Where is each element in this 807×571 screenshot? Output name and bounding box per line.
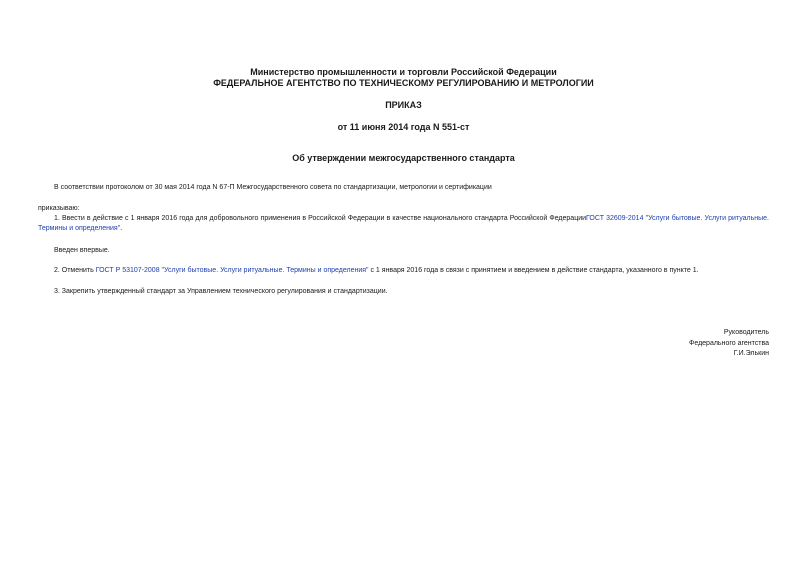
signature-name: Г.И.Элькин bbox=[733, 350, 769, 357]
item-1-end: . bbox=[120, 225, 123, 232]
item-1-paragraph bbox=[38, 214, 769, 234]
ministry-title: Министерство промышленности и торговли Российской Федерации bbox=[250, 67, 557, 77]
agency-title: ФЕДЕРАЛЬНОЕ АГЕНТСТВО ПО ТЕХНИЧЕСКОМУ РЕГУЛИРОВАНИЮ И МЕТРОЛОГИИ bbox=[213, 78, 594, 88]
document-date-number: от 11 июня 2014 года N 551-ст bbox=[337, 122, 470, 132]
gost-32609-2014-link[interactable]: ГОСТ 32609-2014 "Услуги бытовые. Услуги ритуальные. Термины и определения" bbox=[38, 215, 769, 232]
signature-org: Федерального агентства bbox=[689, 340, 769, 347]
document-subject: Об утверждении межгосударственного стандарта bbox=[292, 153, 515, 163]
item-2-end: с 1 января 2016 года в связи с принятием и введением в действие стандарта, указанного в пункте 1. bbox=[368, 267, 699, 274]
item-1-text: 1. Ввести в действие с 1 января 2016 года для добровольного применения в Российской Федерации в качестве национального стандарта Российской Федерации bbox=[54, 215, 587, 222]
item-3-paragraph: 3. Закрепить утвержденный стандарт за Управлением технического регулирования и стандартизации. bbox=[54, 288, 388, 295]
document-type: ПРИКАЗ bbox=[385, 100, 422, 110]
gost-r-53107-2008-link[interactable]: ГОСТ Р 53107-2008 "Услуги бытовые. Услуги ритуальные. Термины и определения" bbox=[95, 267, 369, 274]
introduced-note: Введен впервые. bbox=[54, 247, 110, 254]
item-2-start: 2. Отменить bbox=[54, 267, 96, 274]
order-word: приказываю: bbox=[38, 205, 80, 212]
preamble-paragraph: В соответствии протоколом от 30 мая 2014 года N 67-П Межгосударственного совета по стандартизации, метрологии и сертификации bbox=[54, 184, 492, 191]
signature-title: Руководитель bbox=[723, 329, 769, 336]
item-2-paragraph bbox=[54, 266, 699, 276]
